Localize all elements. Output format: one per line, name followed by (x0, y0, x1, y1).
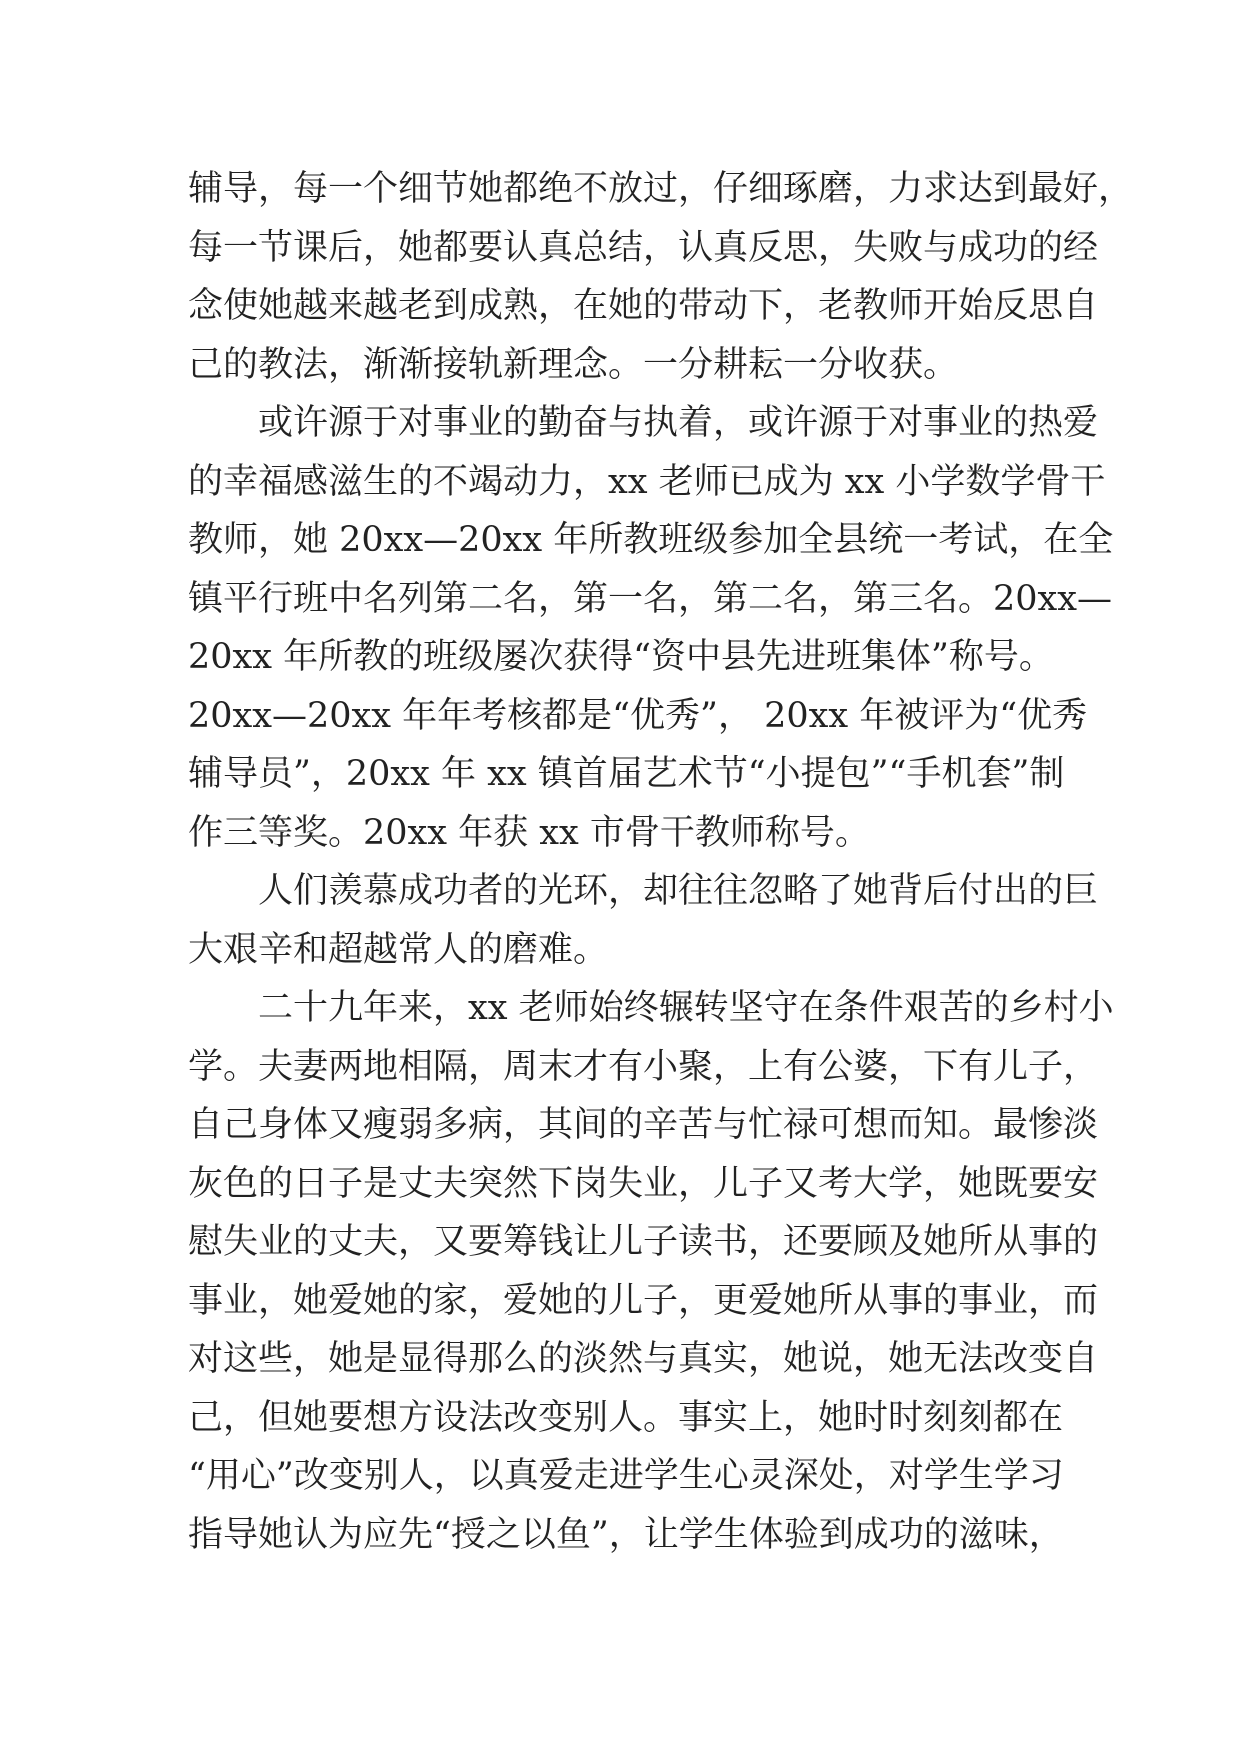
text-line: 己，但她要想方设法改变别人。事实上，她时时刻刻都在 (188, 1397, 1064, 1438)
text-line: 大艰辛和超越常人的磨难。 (188, 929, 609, 970)
text-line: 指导她认为应先“授之以鱼”，让学生体验到成功的滋味， (188, 1514, 1064, 1555)
text-line: 学。夫妻两地相隔，周末才有小聚，上有公婆，下有儿子， (188, 1046, 1099, 1087)
text-line: 辅导员”，20xx 年 xx 镇首届艺术节“小提包”“手机套”制 (188, 754, 1065, 794)
text-line: 自己身体又瘦弱多病，其间的辛苦与忙禄可想而知。最惨淡 (188, 1105, 1099, 1145)
text-line: 每一节课后，她都要认真总结，认真反思，失败与成功的经 (188, 227, 1099, 268)
text-line: 20xx—20xx 年年考核都是“优秀”， 20xx 年被评为“优秀 (188, 695, 1088, 736)
text-line: 念使她越来越老到成熟，在她的带动下，老教师开始反思自 (188, 286, 1099, 326)
text-line: 灰色的日子是丈夫突然下岗失业，儿子又考大学，她既要安 (188, 1163, 1099, 1204)
text-line: 事业，她爱她的家，爱她的儿子，更爱她所从事的事业，而 (188, 1280, 1099, 1321)
text-line: 慰失业的丈夫，又要筹钱让儿子读书，还要顾及她所从事的 (188, 1222, 1099, 1262)
text-line: 人们羡慕成功者的光环，却往往忽略了她背后付出的巨 (188, 871, 1099, 911)
body-text (188, 160, 1134, 1564)
text-line: 作三等奖。20xx 年获 xx 市骨干教师称号。 (188, 812, 870, 853)
text-line: 或许源于对事业的勤奋与执着，或许源于对事业的热爱 (188, 403, 1099, 443)
text-line: 20xx 年所教的班级屡次获得“资中县先进班集体”称号。 (188, 637, 1054, 677)
text-line: 二十九年来，xx 老师始终辗转坚守在条件艰苦的乡村小 (188, 988, 1114, 1028)
text-line: “用心”改变别人，以真爱走进学生心灵深处，对学生学习 (188, 1456, 1064, 1496)
text-line: 镇平行班中名列第二名，第一名，第二名，第三名。20xx— (188, 578, 1113, 619)
text-line: 的幸福感滋生的不竭动力，xx 老师已成为 xx 小学数学骨干 (188, 461, 1106, 502)
text-line: 辅导，每一个细节她都绝不放过，仔细琢磨，力求达到最好， (188, 169, 1134, 209)
text-line: 己的教法，渐渐接轨新理念。一分耕耘一分收获。 (188, 344, 959, 385)
text-line: 对这些，她是显得那么的淡然与真实，她说，她无法改变自 (188, 1339, 1099, 1379)
text-line: 教师，她 20xx—20xx 年所教班级参加全县统一考试，在全 (188, 520, 1114, 560)
